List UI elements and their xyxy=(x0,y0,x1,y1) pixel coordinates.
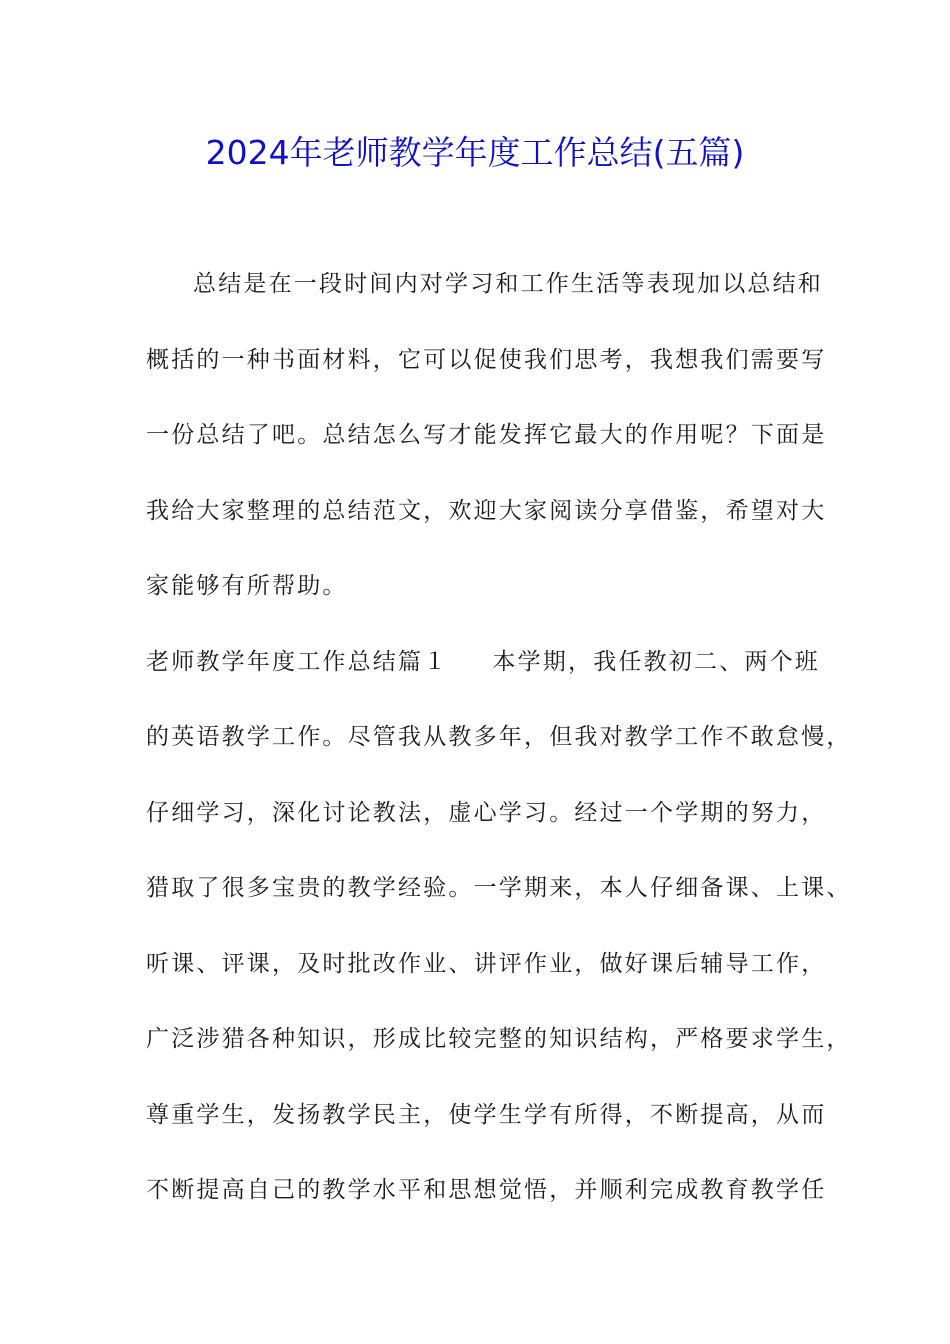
section-heading: 老师教学年度工作总结篇１ xyxy=(146,648,449,675)
document-body xyxy=(146,262,852,1244)
intro-line: 我给大家整理的总结范文，欢迎大家阅读分享借鉴，希望对大 xyxy=(146,497,827,524)
section-opening-text: 本学期，我任教初二、两个班 xyxy=(492,648,821,675)
document-title: 2024年老师教学年度工作总结(五篇) xyxy=(205,133,745,172)
section-line: 仔细学习，深化讨论教法，虚心学习。经过一个学期的努力， xyxy=(146,799,827,826)
intro-line: 家能够有所帮助。 xyxy=(146,573,348,599)
intro-line: 概括的一种书面材料，它可以促使我们思考，我想我们需要写 xyxy=(146,346,827,373)
intro-line: 总结是在一段时间内对学习和工作生活等表现加以总结和 xyxy=(193,271,823,297)
section-line: 尊重学生，发扬教学民主，使学生学有所得，不断提高，从而 xyxy=(146,1101,827,1128)
section-line: 的英语教学工作。尽管我从教多年，但我对教学工作不敢怠慢， xyxy=(146,724,852,750)
section-line: 猎取了很多宝贵的教学经验。一学期来，本人仔细备课、上课、 xyxy=(146,875,852,901)
section-first-line xyxy=(146,640,836,716)
section-line: 听课、评课，及时批改作业、讲评作业，做好课后辅导工作， xyxy=(146,950,827,977)
intro-line: 一份总结了吧。总结怎么写才能发挥它最大的作用呢？下面是 xyxy=(146,422,827,448)
section-line: 不断提高自己的教学水平和思想觉悟，并顺利完成教育教学任 xyxy=(146,1177,827,1203)
section-line: 广泛涉猎各种知识，形成比较完整的知识结构，严格要求学生， xyxy=(146,1026,852,1052)
